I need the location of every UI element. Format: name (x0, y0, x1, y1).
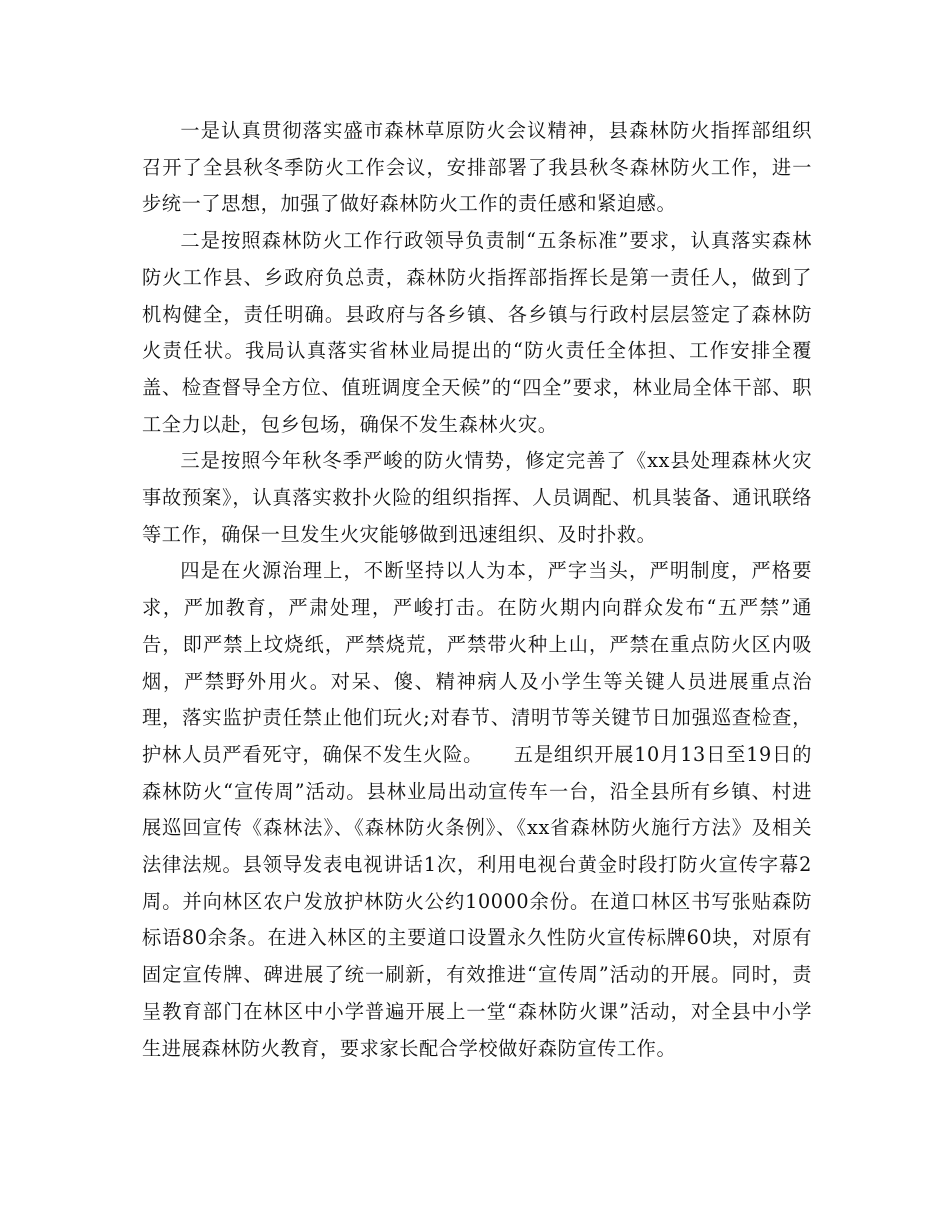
paragraph-4: 四是在火源治理上，不断坚持以人为本，严字当头，严明制度，严格要求，严加教育，严肃处理，严峻打击。在防火期内向群众发布“五严禁”通告，即严禁上坟烧纸，严禁烧荒，严禁带火种上山，严禁在重点防火区内吸烟，严禁野外用火。对呆、傻、精神病人及小学生等关键人员进展重点治理，落实监护责任禁止他们玩火;对春节、清明节等关键节日加强巡查检查，护林人员严看死守，确保不发生火险。 五是组织开展10月13日至19日的森林防火“宣传周”活动。县林业局出动宣传车一台，沿全县所有乡镇、村进展巡回宣传《森林法》、《森林防火条例》、《xx省森林防火施行方法》及相关法律法规。县领导发表电视讲话1次，利用电视台黄金时段打防火宣传字幕2周。并向林区农户发放护林防火公约10000余份。在道口林区书写张贴森防标语80余条。在进入林区的主要道口设置永久性防火宣传标牌60块，对原有固定宣传牌、碑进展了统一刷新，有效推进“宣传周”活动的开展。同时，责呈教育部门在林区中小学普遍开展上一堂“森林防火课”活动，对全县中小学生进展森林防火教育，要求家长配合学校做好森防宣传工作。 (142, 559, 812, 1060)
document-body (142, 113, 812, 1067)
paragraph-2: 二是按照森林防火工作行政领导负责制“五条标准”要求，认真落实森林防火工作县、乡政府负总责，森林防火指挥部指挥长是第一责任人，做到了机构健全，责任明确。县政府与各乡镇、各乡镇与行政村层层签定了森林防火责任状。我局认真落实省林业局提出的“防火责任全体担、工作安排全覆盖、检查督导全方位、值班调度全天候”的“四全”要求，林业局全体干部、职工全力以赴，包乡包场，确保不发生森林火灾。 (142, 229, 812, 436)
paragraph-1: 一是认真贯彻落实盛市森林草原防火会议精神，县森林防火指挥部组织召开了全县秋冬季防火工作会议，安排部署了我县秋冬森林防火工作，进一步统一了思想，加强了做好森林防火工作的责任感和紧迫感。 (142, 119, 812, 216)
paragraph-3: 三是按照今年秋冬季严峻的防火情势，修定完善了《xx县处理森林火灾事故预案》，认真落实救扑火险的组织指挥、人员调配、机具装备、通讯联络等工作，确保一旦发生火灾能够做到迅速组织、及时扑救。 (142, 449, 812, 546)
